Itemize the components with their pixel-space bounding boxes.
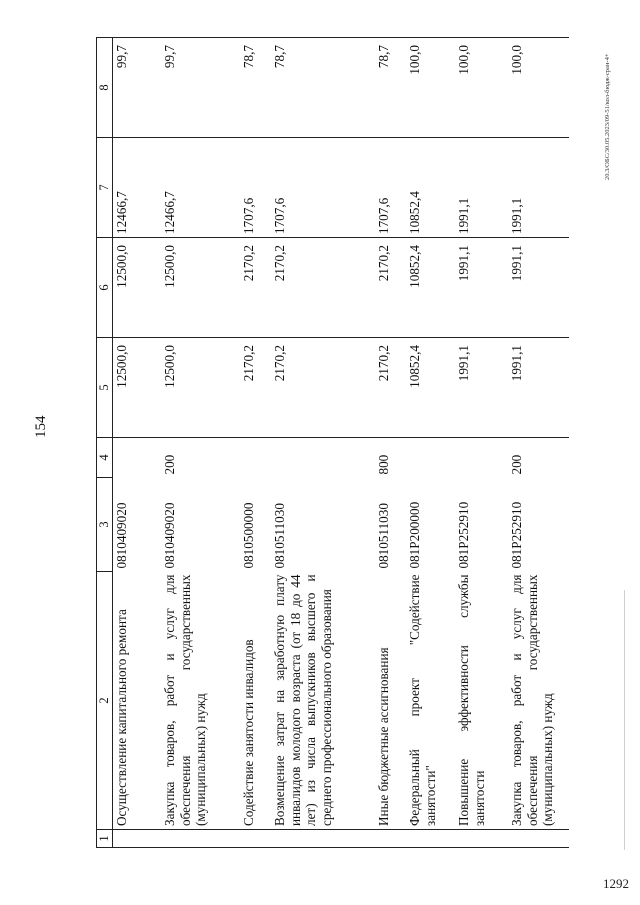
cell-type: [406, 438, 455, 478]
cell-type: [240, 438, 271, 478]
cell-v8: 99,7: [113, 38, 162, 138]
cell-v7: 1991,1: [508, 138, 569, 238]
cell-v8: 99,7: [161, 38, 240, 138]
cell-v7: 12466,7: [161, 138, 240, 238]
cell-v7: 10852,4: [406, 138, 455, 238]
cell-type: 200: [509, 454, 524, 475]
cell-num: [508, 830, 569, 848]
cell-v8: 100,0: [508, 38, 569, 138]
cell-num: [455, 830, 508, 848]
table-row: [271, 38, 375, 848]
cell-v6: 12500,0: [161, 238, 240, 338]
cell-v8: 78,7: [271, 38, 375, 138]
cell-type: [113, 438, 162, 478]
cell-v7: 1707,6: [375, 138, 406, 238]
cell-v7: 1707,6: [240, 138, 271, 238]
table-row: [375, 38, 406, 848]
header-row: [97, 38, 113, 848]
budget-table: [96, 37, 569, 848]
cell-name: Повышение эффективности службы занятости: [456, 574, 487, 826]
cell-v6: 2170,2: [240, 238, 271, 338]
rotated-table-container: [96, 38, 556, 848]
cell-v5: 2170,2: [240, 338, 271, 438]
cell-code: 0810511030: [272, 503, 287, 569]
header-col-7: 7: [97, 138, 113, 238]
cell-v5: 12500,0: [113, 338, 162, 438]
cell-name: Федеральный проект "Содействие занятости": [407, 574, 438, 826]
page-number: 154: [33, 415, 49, 438]
cell-name: Закупка товаров, работ и услуг для обеспечения государственных (муниципальных) нужд: [509, 574, 556, 826]
cell-v6: 1991,1: [508, 238, 569, 338]
table-row: [406, 38, 455, 848]
cell-code: 0810409020: [113, 478, 162, 572]
table-row: [240, 38, 271, 848]
table-row: [113, 38, 162, 848]
header-col-2: 2: [97, 572, 113, 830]
cell-v7: 1707,6: [271, 138, 375, 238]
table-row: [455, 38, 508, 848]
cell-v5: 10852,4: [406, 338, 455, 438]
cell-num: [161, 830, 240, 848]
cell-v8: 78,7: [240, 38, 271, 138]
cell-v8: 100,0: [406, 38, 455, 138]
cell-v8: 100,0: [455, 38, 508, 138]
cell-code: 081P252910: [456, 501, 471, 569]
cell-num: [406, 830, 455, 848]
cell-v6: 10852,4: [406, 238, 455, 338]
scan-artifact-line: [624, 590, 625, 850]
cell-v6: 12500,0: [113, 238, 162, 338]
header-col-3: 3: [97, 478, 113, 572]
header-col-5: 5: [97, 338, 113, 438]
cell-v7: 12466,7: [113, 138, 162, 238]
cell-type: 800: [376, 454, 391, 475]
header-col-1: 1: [97, 830, 113, 848]
cell-v8: 78,7: [375, 38, 406, 138]
cell-v5: 12500,0: [161, 338, 240, 438]
cell-type: [271, 438, 375, 478]
cell-name: Возмещение затрат на заработную плату инвалидов молодого возраста (от 18 до 44 лет) из числа выпускников высшего и среднего профессионального образования: [272, 574, 334, 826]
cell-v5: 1991,1: [508, 338, 569, 438]
cell-v5: 2170,2: [271, 338, 375, 438]
cell-type: [455, 438, 508, 478]
cell-name: Осуществление капитального ремонта: [113, 572, 162, 830]
table-row: [161, 38, 240, 848]
cell-v5: 1991,1: [455, 338, 508, 438]
header-col-4: 4: [97, 438, 113, 478]
cell-code: 081P252910: [509, 501, 524, 569]
cell-code: 0810500000: [241, 502, 256, 569]
document-code: 20.3/ОБС/30.05.2023/09-51/кол-бюдж-сран-4+: [604, 53, 611, 180]
cell-num: [271, 830, 375, 848]
cell-type: 200: [162, 454, 177, 475]
table-row: [508, 38, 569, 848]
cell-v6: 2170,2: [375, 238, 406, 338]
cell-num: [375, 830, 406, 848]
cell-code: 081P200000: [407, 501, 422, 569]
cell-v6: 1991,1: [455, 238, 508, 338]
header-col-6: 6: [97, 238, 113, 338]
cell-name: Закупка товаров, работ и услуг для обеспечения государственных (муниципальных) нужд: [162, 574, 209, 826]
cell-code: 0810409020: [162, 502, 177, 569]
sheet-number: 1292: [603, 876, 629, 891]
cell-name: Содействие занятости инвалидов: [241, 639, 256, 826]
cell-code: 0810511030: [376, 503, 391, 569]
cell-num: [240, 830, 271, 848]
cell-v6: 2170,2: [271, 238, 375, 338]
cell-v5: 2170,2: [375, 338, 406, 438]
cell-v7: 1991,1: [455, 138, 508, 238]
cell-num: [113, 830, 162, 848]
cell-name: Иные бюджетные ассигнования: [376, 647, 391, 826]
header-col-8: 8: [97, 38, 113, 138]
